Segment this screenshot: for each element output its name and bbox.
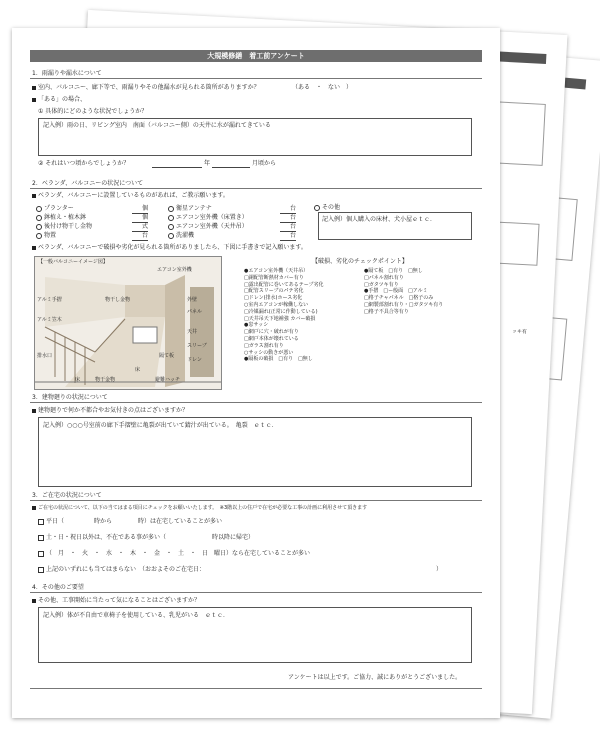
illus-label: ドレン bbox=[187, 357, 202, 363]
s1-answer-box[interactable] bbox=[38, 118, 472, 156]
checkbox-icon[interactable] bbox=[38, 551, 44, 557]
s5-example: 記入例）体が不自由で車椅子を使用している、乳児がいる ｅｔｃ． bbox=[43, 612, 230, 619]
checkbox-icon[interactable] bbox=[38, 519, 44, 525]
section-divider bbox=[30, 188, 482, 189]
checkpoint-item[interactable]: ○サッシの動きが悪い bbox=[244, 349, 294, 356]
checkpoint-item[interactable]: ●手摺 □ー般面 □アルミ bbox=[364, 288, 428, 295]
illus-label: 隔て板 bbox=[159, 353, 175, 359]
checkpoint-item[interactable]: □網戸本体が壊れている bbox=[244, 335, 299, 342]
checkpoint-item[interactable]: ●隔板の破損 □有り □無し bbox=[244, 356, 313, 363]
section-divider bbox=[30, 500, 482, 501]
s2-other-label[interactable]: その他 bbox=[314, 204, 340, 211]
bullet-icon bbox=[32, 246, 36, 250]
section-2-heading: 2．ベランダ、バルコニーの状況について bbox=[32, 180, 144, 187]
item-row[interactable]: 後付け物干し金物 式 bbox=[36, 222, 92, 231]
month-label: 月頃から bbox=[252, 160, 277, 167]
illus-label: 物干金物 bbox=[95, 377, 116, 383]
illustration-caption: 【一般バルコニーイメージ図】 bbox=[38, 259, 108, 265]
s4-question: ご在宅の状況について、以下の当てはまる項目にチェックをお願いいたします。 ※3階以上の住戸で在宅が必要な工事の計画に利用させて頂きます bbox=[32, 505, 367, 511]
s5-answer-box[interactable] bbox=[38, 607, 472, 663]
s1-q1a: ① 具体的にどのような状況でしょうか？ bbox=[38, 108, 148, 115]
s2-items-col2 bbox=[168, 204, 296, 240]
item-row[interactable]: 鉢植え・植木鉢 個 bbox=[36, 213, 92, 222]
checkpoint-item[interactable]: □露出配管に巻いてあるテープ劣化 bbox=[244, 281, 324, 288]
closing-message: アンケートは以上です。ご協力、誠にありがとうございました。 bbox=[288, 674, 462, 681]
item-row[interactable]: プランター 個 bbox=[36, 204, 92, 213]
radio-icon bbox=[36, 233, 42, 239]
s1-question: 室内、バルコニー、廊下等で、雨漏りやその他漏水が見られる箇所がありますか？ bbox=[32, 84, 260, 91]
checkpoint-title: 【破損、劣化のチェックポイント】 bbox=[312, 258, 408, 265]
radio-icon bbox=[168, 233, 174, 239]
s1-q1b: ② それはいつ頃からでしょうか？ bbox=[38, 160, 130, 167]
checkpoint-item[interactable]: □ガラス割れ有り bbox=[244, 342, 284, 349]
checkpoint-item[interactable]: □天井吊天下地補強 カバー破損 bbox=[244, 315, 316, 322]
year-blank[interactable] bbox=[152, 167, 202, 168]
year-label: 年 bbox=[204, 160, 211, 167]
bullet-icon bbox=[32, 506, 36, 510]
item-row[interactable]: エアコン室外機（天井吊） 台 bbox=[168, 222, 248, 231]
illus-label: 床 bbox=[135, 367, 141, 373]
radio-icon bbox=[314, 205, 320, 211]
s3-answer-box[interactable] bbox=[38, 417, 472, 487]
section-divider bbox=[30, 592, 482, 593]
balcony-illustration[interactable] bbox=[34, 256, 222, 390]
s1-yes-no-options[interactable]: （ある ・ ない ） bbox=[292, 84, 353, 91]
s2-other-box[interactable] bbox=[318, 212, 472, 240]
bullet-icon bbox=[32, 409, 36, 413]
illus-label: アルミ笠木 bbox=[37, 317, 62, 323]
s1-sub: 「ある」の場合、 bbox=[32, 96, 86, 103]
bullet-icon bbox=[32, 599, 36, 603]
presence-option-weekday[interactable]: 平日（ 時から 時）は在宅していることが多い bbox=[38, 518, 222, 525]
checkbox-icon[interactable] bbox=[38, 535, 44, 541]
radio-icon bbox=[36, 206, 42, 212]
checkpoint-list-left bbox=[244, 268, 323, 363]
checkpoint-item[interactable]: □ドレン(排水)ホース劣化 bbox=[244, 295, 303, 302]
checkpoint-item[interactable]: ●隔て板 □有り □無し bbox=[364, 268, 423, 274]
checkpoint-item[interactable]: □冷媒漏れ(正常に作動している) bbox=[244, 308, 318, 315]
s3-question: 建物廻りで何か不都合やお気付きの点はございますか？ bbox=[32, 407, 188, 414]
section-1-heading: 1．雨漏りや漏水について bbox=[32, 70, 102, 77]
checkpoint-item[interactable]: □配管スリーブのパテ劣化 bbox=[244, 288, 304, 295]
footer-divider bbox=[30, 688, 482, 689]
item-row[interactable]: 洗濯機 台 bbox=[168, 231, 248, 240]
radio-icon bbox=[168, 206, 174, 212]
illus-label: 排水口 bbox=[37, 353, 53, 359]
item-row[interactable]: 衛星アンテナ 台 bbox=[168, 204, 248, 213]
radio-icon bbox=[168, 215, 174, 221]
item-row[interactable]: 物置 台 bbox=[36, 231, 92, 240]
illus-label: 物干し金物 bbox=[105, 297, 131, 303]
s2-items-col1 bbox=[36, 204, 148, 240]
section-3-heading: 3．建物廻りの状況について bbox=[32, 394, 108, 401]
s2-question-2: ベランダ、バルコニーで破損や劣化が見られる箇所がありましたら、下図に手書きで記入願います。 bbox=[32, 244, 307, 251]
balcony-drawing bbox=[35, 257, 221, 389]
checkpoint-list-right bbox=[364, 268, 443, 316]
questionnaire-sheet bbox=[12, 28, 500, 718]
illus-label: 外壁 bbox=[187, 297, 198, 303]
presence-option-weekend[interactable]: 土・日・祝日以外は、不在である事が多い（ 時以降に帰宅） bbox=[38, 534, 254, 541]
illus-label: アルミ手摺 bbox=[37, 297, 62, 303]
illus-label: パネル bbox=[187, 309, 203, 315]
radio-icon bbox=[168, 224, 174, 230]
checkpoint-item[interactable]: □格子不具合等有り bbox=[364, 308, 409, 315]
checkpoint-item[interactable]: □網製部割れ有り・□ガタツキ有り bbox=[364, 301, 444, 308]
radio-icon bbox=[36, 215, 42, 221]
checkpoint-item[interactable]: □銅配管断熱材カバー有り bbox=[244, 274, 304, 281]
section-divider bbox=[30, 402, 482, 403]
checkpoint-item[interactable]: ●エアコン室外機（天井吊） bbox=[244, 268, 309, 274]
checkpoint-item[interactable]: □パネル割れ有り bbox=[364, 274, 404, 281]
section-4-heading: 3．ご在宅の状況について bbox=[32, 492, 102, 499]
checkpoint-item[interactable]: □網戸に穴・破れが有り bbox=[244, 329, 299, 336]
presence-option-other[interactable]: 上記のいずれにも当てはまらない （おおよそのご在宅日： bbox=[38, 566, 205, 573]
item-row[interactable]: エアコン室外機（床置き） 台 bbox=[168, 213, 248, 222]
section-5-heading: 4．その他のご要望 bbox=[32, 584, 84, 591]
s5-question: その他、工事開始に当たって気になることはございますか？ bbox=[32, 597, 200, 604]
illus-label: 避難ハッチ bbox=[155, 377, 181, 383]
bullet-icon bbox=[32, 194, 36, 198]
checkpoint-item[interactable]: ●窓サッシ bbox=[244, 322, 269, 329]
checkpoint-item[interactable]: □ガタツキ有り bbox=[364, 281, 399, 288]
s2-other-example: 記入例）個人購入の床材、犬小屋ｅｔｃ． bbox=[322, 216, 437, 223]
illus-label: 床 bbox=[75, 377, 81, 383]
radio-icon bbox=[36, 224, 42, 230]
section-divider bbox=[30, 78, 482, 79]
illus-label: 天井 bbox=[187, 329, 198, 335]
bullet-icon bbox=[32, 86, 36, 90]
illus-label: スリーブ bbox=[187, 343, 207, 349]
s1-example: 記入例）雨の日、リビング室内 南面（バルコニー側）の天井に水が漏れてきている bbox=[43, 122, 271, 129]
month-blank[interactable] bbox=[212, 167, 250, 168]
presence-option-days[interactable]: （ 月 ・ 火 ・ 水 ・ 木 ・ 金 ・ 土 ・ 日 曜日）なら在宅していることが多い bbox=[38, 550, 310, 557]
bullet-icon bbox=[32, 98, 36, 102]
s3-example: 記入例）○○○号室前の廊下手摺壁に亀裂が出ていて錆汁が出ている。 亀裂 ｅｔｃ． bbox=[43, 422, 278, 429]
checkbox-icon[interactable] bbox=[38, 567, 44, 573]
presence-other-close: ） bbox=[436, 566, 443, 573]
sheet-title: 大規模修繕 着工前アンケート bbox=[30, 50, 482, 62]
s2-question: ベランダ、バルコニーに設置しているものがあれば、ご教示願います。 bbox=[32, 192, 229, 199]
checkpoint-item[interactable]: □格子チャパネル □格子のみ bbox=[364, 295, 434, 302]
illus-label: エアコン室外機 bbox=[157, 267, 192, 273]
checkpoint-item[interactable]: ○室内エアコンが稼働しない bbox=[244, 301, 309, 308]
back-sheet-fragment: ッキ有 bbox=[511, 328, 528, 336]
